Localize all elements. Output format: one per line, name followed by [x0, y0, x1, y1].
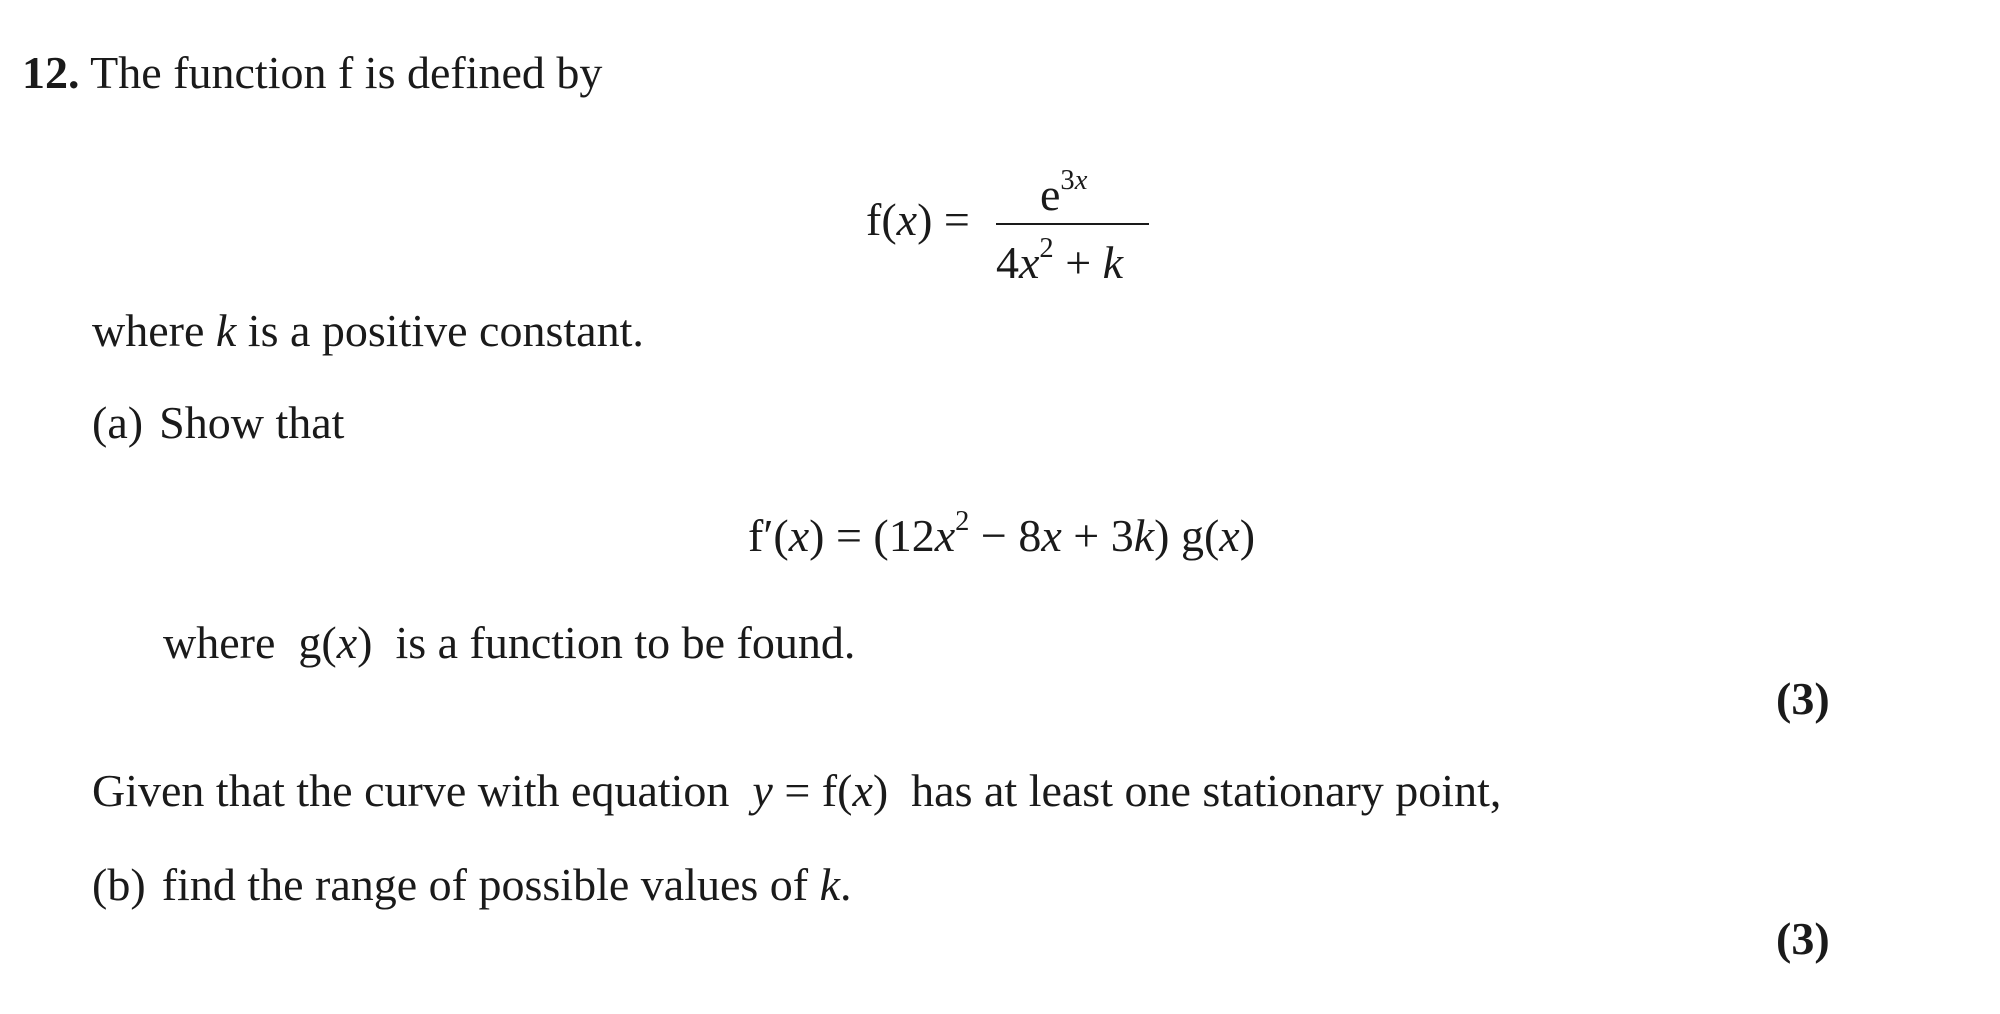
question-number: 12. [22, 47, 80, 98]
function-to-find-note: where g(x) is a function to be found. [163, 617, 856, 668]
constant-condition: where k is a positive constant. [92, 305, 644, 356]
fraction-denominator: $4x^2 + k$ [996, 233, 1124, 288]
question-intro: The function f is defined by [90, 47, 603, 98]
derivative-equation: $f'(x) = (12x^2 - 8x + 3k)$ g(x) [748, 506, 1256, 561]
part-a-label: (a) [92, 397, 144, 448]
part-a-text: Show that [159, 397, 345, 448]
part-a-marks: (3) [1776, 673, 1830, 724]
function-definition-lhs: f(x) = [866, 194, 970, 245]
question-header [22, 47, 603, 98]
fraction-numerator: $e^{3x}$ [1040, 165, 1088, 220]
part-a-heading [92, 397, 345, 448]
fraction [990, 160, 1150, 290]
fraction-bar [996, 223, 1149, 225]
part-b-marks: (3) [1776, 913, 1830, 964]
stationary-point-condition: Given that the curve with equation y = f(x) has at least one stationary point, [92, 765, 1502, 816]
part-b-heading: (b) find the range of possible values of k. [92, 859, 852, 910]
part-b-label: (b) [92, 859, 146, 910]
